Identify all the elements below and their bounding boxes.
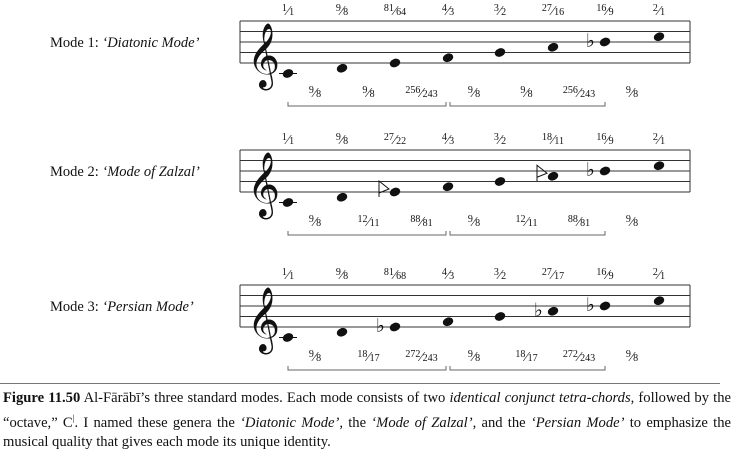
step-label: $^{18}$⁄17 bbox=[515, 349, 538, 365]
ratio-label: $^2$⁄1 bbox=[652, 267, 666, 283]
ratio-label: $^3$⁄2 bbox=[493, 3, 507, 19]
step-label: $^{88}$⁄81 bbox=[410, 214, 433, 230]
treble-clef-icon: 𝄞 bbox=[247, 152, 281, 217]
ratio-label: $^{81}$⁄68 bbox=[383, 267, 407, 283]
ratio-label: $^1$⁄1 bbox=[281, 267, 295, 283]
ratio-label: $^{16}$⁄9 bbox=[596, 132, 614, 148]
caption-octave-mark: | bbox=[72, 412, 75, 423]
step-label: $^{256}$⁄243 bbox=[562, 85, 596, 101]
caption-text-10: to emphasize the musical quality that gives each mode its unique identity. bbox=[3, 414, 731, 450]
note-head bbox=[441, 181, 454, 193]
note-head bbox=[335, 326, 348, 338]
flat-icon: ♭ bbox=[376, 315, 385, 337]
step-label: $^9$⁄8 bbox=[308, 214, 322, 230]
mode-title: Mode 3: ‘Persian Mode’ bbox=[50, 299, 194, 315]
flat-icon: ♭ bbox=[534, 299, 543, 322]
step-label: $^{12}$⁄11 bbox=[357, 214, 380, 230]
note-head bbox=[652, 31, 665, 43]
step-label: $^9$⁄8 bbox=[520, 85, 533, 101]
step-label: $^{256}$⁄243 bbox=[405, 85, 438, 101]
tetrachord-bracket bbox=[288, 366, 446, 370]
step-label: $^{12}$⁄11 bbox=[515, 214, 538, 230]
caption-text-4: . I named these genera the bbox=[74, 414, 241, 431]
step-label: $^9$⁄8 bbox=[625, 85, 639, 101]
note-head bbox=[335, 62, 348, 74]
ratio-label: $^9$⁄8 bbox=[335, 132, 349, 148]
flat-icon: ♭ bbox=[586, 159, 595, 181]
step-label: $^9$⁄8 bbox=[625, 349, 639, 365]
ratio-label: $^{81}$⁄64 bbox=[383, 3, 407, 19]
step-label: $^9$⁄8 bbox=[308, 85, 322, 101]
note-head bbox=[598, 36, 611, 48]
note-head bbox=[598, 165, 611, 177]
flat-icon: ♭ bbox=[586, 294, 595, 316]
ratio-label: $^1$⁄1 bbox=[281, 132, 295, 148]
note-head bbox=[281, 68, 294, 80]
ratio-label: $^2$⁄1 bbox=[652, 3, 666, 19]
step-label: $^9$⁄8 bbox=[625, 214, 639, 230]
note-head bbox=[493, 47, 506, 59]
mode-title: Mode 1: ‘Diatonic Mode’ bbox=[50, 35, 200, 51]
caption-persian: ‘Persian Mode’ bbox=[530, 414, 625, 431]
ratio-label: $^1$⁄1 bbox=[281, 3, 295, 19]
caption-divider bbox=[0, 383, 720, 384]
note-head bbox=[281, 197, 294, 209]
ratio-label: $^{18}$⁄11 bbox=[542, 132, 564, 148]
half-flat-icon bbox=[537, 165, 547, 181]
note-head bbox=[493, 311, 506, 323]
flat-icon: ♭ bbox=[586, 30, 595, 52]
caption-zalzal: ‘Mode of Zalzal’ bbox=[371, 414, 473, 431]
note-head bbox=[388, 57, 401, 69]
note-head bbox=[652, 160, 665, 172]
caption-text-3: , followed by the “octave,” C bbox=[3, 390, 731, 431]
note-head bbox=[388, 321, 401, 333]
tetrachord-bracket bbox=[288, 231, 446, 235]
tetrachord-bracket bbox=[288, 102, 446, 106]
note-head bbox=[281, 332, 294, 344]
note-head bbox=[546, 305, 559, 317]
step-label: $^{18}$⁄17 bbox=[357, 349, 380, 365]
caption-text-1: Al-Fārābī’s three standard modes. Each mode consists of two bbox=[80, 390, 450, 406]
ratio-label: $^{27}$⁄17 bbox=[541, 267, 565, 283]
step-label: $^9$⁄8 bbox=[467, 349, 481, 365]
ratio-label: $^{27}$⁄22 bbox=[383, 132, 407, 148]
half-flat-icon bbox=[379, 181, 389, 197]
caption-text-2: identical conjunct tetra-chords bbox=[449, 390, 631, 406]
note-head bbox=[441, 316, 454, 328]
treble-clef-icon: 𝄞 bbox=[247, 287, 281, 352]
treble-clef-icon: 𝄞 bbox=[247, 23, 281, 88]
caption-diatonic: ‘Diatonic Mode’ bbox=[240, 414, 340, 431]
caption-label: Figure 11.50 bbox=[3, 390, 81, 406]
step-label: $^9$⁄8 bbox=[362, 85, 375, 101]
note-head bbox=[598, 300, 611, 312]
ratio-label: $^{16}$⁄9 bbox=[596, 267, 614, 283]
figure-caption bbox=[3, 389, 731, 452]
step-label: $^{88}$⁄81 bbox=[567, 214, 591, 230]
note-head bbox=[546, 41, 559, 53]
step-label: $^{272}$⁄243 bbox=[405, 349, 438, 365]
note-head bbox=[335, 191, 348, 203]
step-label: $^9$⁄8 bbox=[308, 349, 322, 365]
note-head bbox=[441, 52, 454, 64]
ratio-label: $^4$⁄3 bbox=[441, 132, 455, 148]
step-label: $^{272}$⁄243 bbox=[562, 349, 596, 365]
tetrachord-bracket bbox=[450, 231, 605, 235]
ratio-label: $^9$⁄8 bbox=[335, 3, 349, 19]
ratio-label: $^3$⁄2 bbox=[493, 267, 507, 283]
ratio-label: $^3$⁄2 bbox=[493, 132, 507, 148]
ratio-label: $^{27}$⁄16 bbox=[541, 3, 565, 19]
ratio-label: $^4$⁄3 bbox=[441, 267, 455, 283]
ratio-label: $^4$⁄3 bbox=[441, 3, 455, 19]
step-label: $^9$⁄8 bbox=[467, 85, 481, 101]
caption-text-6: , the bbox=[339, 414, 372, 431]
note-head bbox=[546, 170, 559, 182]
mode-title: Mode 2: ‘Mode of Zalzal’ bbox=[50, 164, 200, 180]
ratio-label: $^9$⁄8 bbox=[335, 267, 349, 283]
note-head bbox=[652, 295, 665, 307]
note-head bbox=[493, 176, 506, 188]
note-head bbox=[388, 186, 401, 198]
tetrachord-bracket bbox=[450, 366, 605, 370]
caption-text-8: , and the bbox=[472, 414, 531, 431]
tetrachord-bracket bbox=[450, 102, 605, 106]
ratio-label: $^2$⁄1 bbox=[652, 132, 666, 148]
ratio-label: $^{16}$⁄9 bbox=[596, 3, 614, 19]
step-label: $^9$⁄8 bbox=[467, 214, 481, 230]
